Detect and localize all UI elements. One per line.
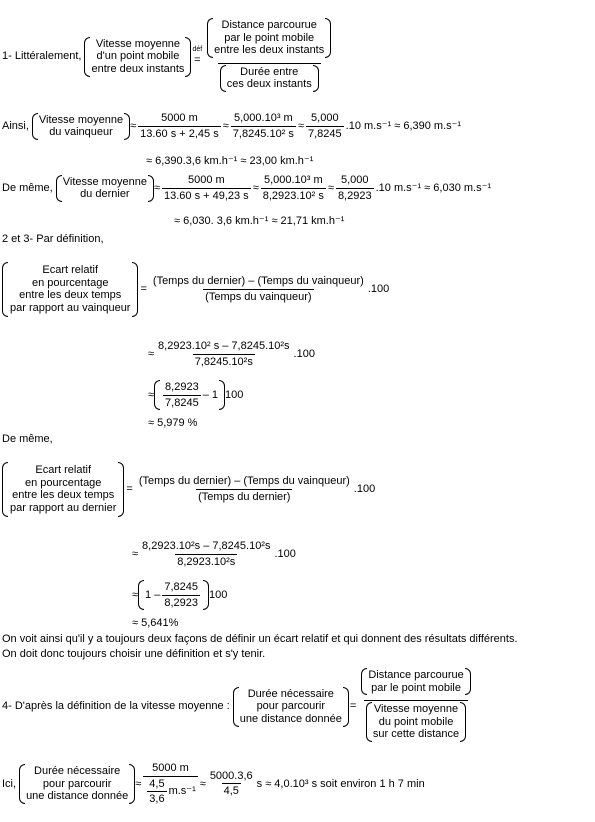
ecart-vainqueur-ligne-3: ≈ $\frac{8,2923}{7,8245}$ – 1 100	[148, 381, 244, 409]
ecart-relatif-dernier: Ecart relatif en pourcentage entre les deux temps par rapport au dernier = $\frac{\text{(Temps du dernier) – (Temps du vainqueur)}}{\text{(Temps du dernier)}}$ .100	[2, 462, 375, 517]
lhs-vitesse-moyenne: Vitesse moyenne d'un point mobile entre deux instants	[84, 37, 191, 77]
definition-vitesse-moyenne: 1- Littéralement, Vitesse moyenne d'un point mobile entre deux instants déf = Distance parcourue par le point mobile entre les deux instants Durée entre ces deux instants	[2, 18, 335, 95]
ecart-vainqueur-resultat: ≈ 5,979 %	[148, 417, 198, 429]
calcul-vitesse-vainqueur: Ainsi, Vitesse moyenne du vainqueur ≈ $\frac{5000 m}{13.60 s + 2,45 s}$ ≈ $\frac{\text{5,000.10³ m}}{\text{7,8245.10² s}}$ ≈ $\frac{5,000}{7,8245}$ .10 m.s⁻¹ ≈ 6,390 m.s⁻¹	[2, 112, 462, 140]
ecart-dernier-resultat: ≈ 5,641%	[132, 617, 179, 629]
vitesse-vainqueur-kmh: ≈ 6,390.3,6 km.h⁻¹ ≈ 23,00 km.h⁻¹	[146, 155, 314, 167]
section-2-3-intro: 2 et 3- Par définition,	[2, 233, 104, 245]
ecart-dernier-ligne-3: ≈ 1 – $\frac{7,8245}{8,2923}$ 100	[132, 581, 228, 609]
ecart-vainqueur-ligne-2: ≈ $\frac{\text{8,2923.10² s – 7,8245.10²s}}{\text{7,8245.10²s}}$ .100	[148, 340, 315, 368]
conclusion-line-2: On doit donc toujours choisir une définition et s'y tenir.	[2, 648, 266, 660]
calcul-duree: Ici, Durée nécessaire pour parcourir une distance donnée ≈ 5000 m $\frac{4,5}{3,6}$ m.s⁻¹ ≈ $\frac{5000.3,6}{4,5}$ s ≈ 4,0.10³ s soit environ 1 h 7 min	[2, 762, 425, 806]
conclusion-line-1: On voit ainsi qu'il y a toujours deux façons de définir un écart relatif et qui donnent des résultats différents.	[2, 633, 518, 645]
section-1-label: 1- Littéralement,	[2, 50, 82, 63]
fraction-distance-duree: Distance parcourue par le point mobile entre les deux instants Durée entre ces deux instants	[205, 18, 333, 95]
definition-duree: 4- D'après la définition de la vitesse moyenne : Durée nécessaire pour parcourir une distance donnée = Distance parcourue par le point mobile Vitesse moyenne du point mobile sur cette distance	[2, 668, 475, 745]
de-meme-label: De même,	[2, 433, 53, 445]
ecart-relatif-vainqueur: Ecart relatif en pourcentage entre les deux temps par rapport au vainqueur = $\frac{\text{(Temps du dernier) – (Temps du vainqueur)}}{\text{(Temps du vainqueur)}}$ .100	[2, 262, 389, 317]
vitesse-dernier-kmh: ≈ 6,030. 3,6 km.h⁻¹ ≈ 21,71 km.h⁻¹	[174, 215, 345, 227]
section-4-label: 4- D'après la définition de la vitesse moyenne :	[2, 700, 230, 713]
calcul-vitesse-dernier: De même, Vitesse moyenne du dernier ≈ $\frac{5000 m}{13.60 s + 49,23 s}$ ≈ $\frac{\text{5,000.10³ m}}{\text{8,2923.10² s}}$ ≈ $\frac{5,000}{8,2923}$ .10 m.s⁻¹ ≈ 6,030 m.s⁻¹	[2, 174, 492, 202]
ecart-dernier-ligne-2: ≈ $\frac{\text{8,2923.10²s – 7,8245.10²s}}{\text{8,2923.10²s}}$ .100	[132, 540, 296, 568]
